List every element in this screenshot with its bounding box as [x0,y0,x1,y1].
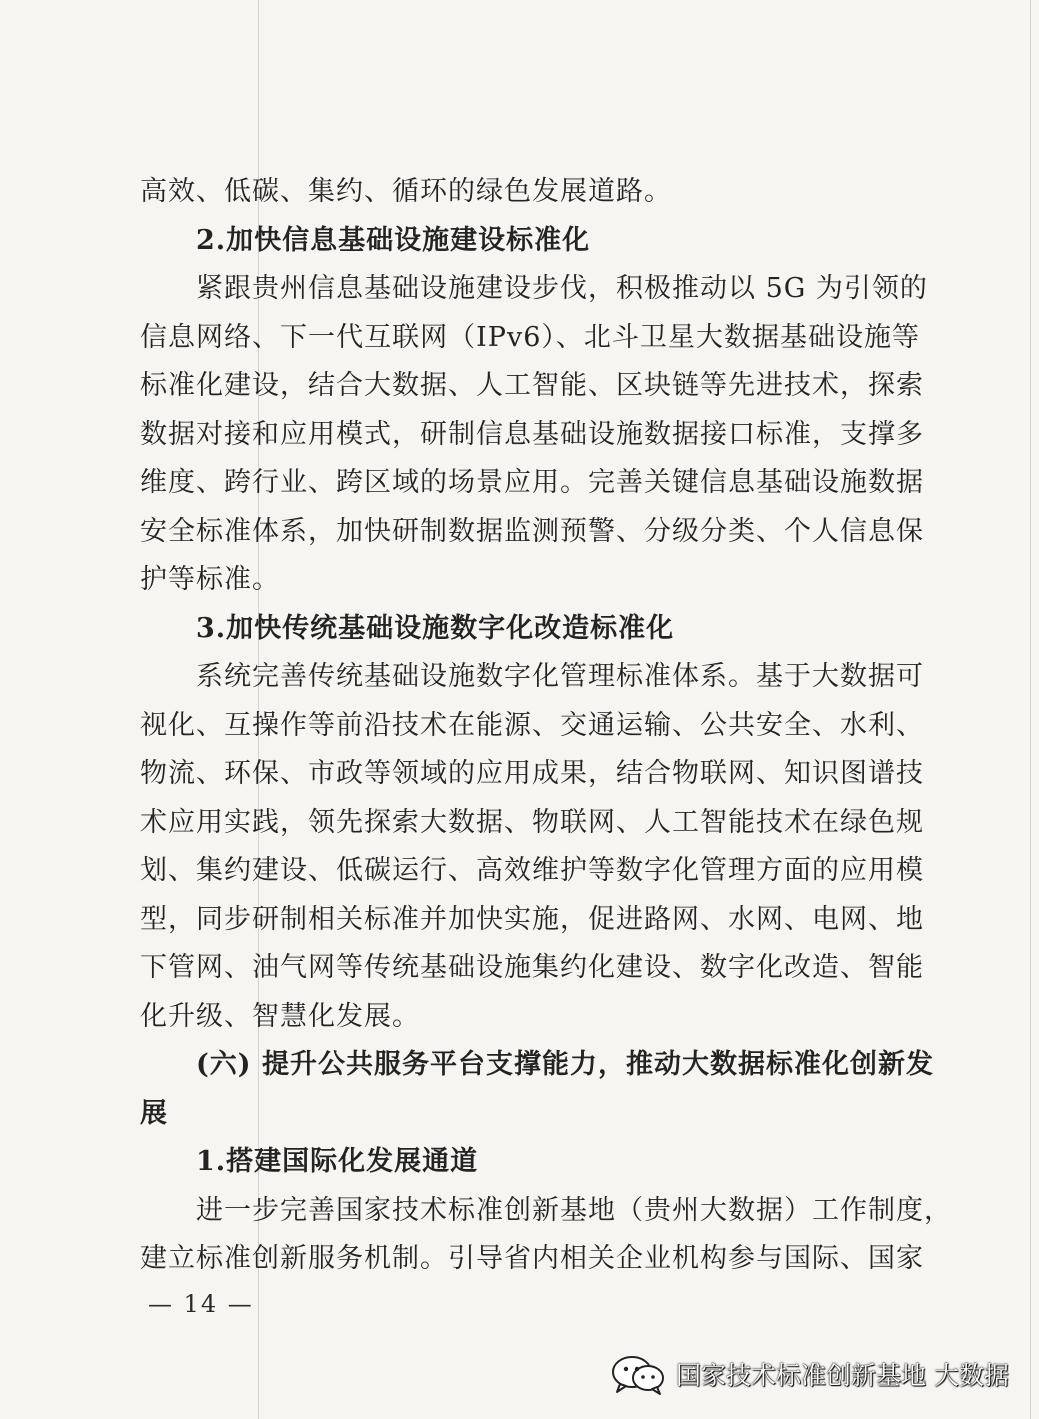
text-line: 进一步完善国家技术标准创新基地（贵州大数据）工作制度， [196,1194,952,1226]
text-line: 物流、环保、市政等领域的应用成果，结合物联网、知识图谱技 [140,758,924,789]
watermark-text: 国家技术标准创新基地 大数据 [676,1361,1009,1390]
heading-line: 2.加快信息基础设施建设标准化 [196,224,591,256]
paragraph-traditional-infrastructure [140,653,924,1041]
section-heading-traditional-infrastructure [140,605,920,654]
paragraph-international-channel [140,1187,952,1284]
text-line: 数据对接和应用模式，研制信息基础设施数据接口标准，支撑多 [140,418,924,450]
document-body [140,168,952,1284]
section-heading-international-channel [140,1138,920,1187]
text-line: 高效、低碳、集约、循环的绿色发展道路。 [140,176,672,207]
text-line: 护等标准。 [140,564,280,595]
wechat-watermark [608,1352,1009,1396]
paragraph-continuation [140,168,920,217]
paragraph-info-infrastructure [140,265,928,605]
text-line: 下管网、油气网等传统基础设施集约化建设、数字化改造、智能 [140,952,924,983]
text-line: 维度、跨行业、跨区域的场景应用。完善关键信息基础设施数据 [140,467,924,498]
text-line: 标准化建设，结合大数据、人工智能、区块链等先进技术，探索 [140,370,924,401]
text-line: 紧跟贵州信息基础设施建设步伐，积极推动以 5G 为引领的 [196,273,928,304]
text-line: 建立标准创新服务机制。引导省内相关企业机构参与国际、国家 [140,1243,924,1274]
heading-line: 3.加快传统基础设施数字化改造标准化 [196,612,675,644]
section-heading-public-service-platform [140,1041,934,1138]
heading-line: 展 [140,1097,168,1129]
heading-line: (六) 提升公共服务平台支撑能力，推动大数据标准化创新发 [196,1049,934,1080]
text-line: 视化、互操作等前沿技术在能源、交通运输、公共安全、水利、 [140,709,924,741]
page-edge-line [1030,0,1031,1419]
wechat-icon [608,1352,668,1396]
page-number: — 14 — [148,1290,254,1318]
text-line: 系统完善传统基础设施数字化管理标准体系。基于大数据可 [196,661,924,692]
heading-line: 1.搭建国际化发展通道 [196,1146,479,1177]
text-line: 型，同步研制相关标准并加快实施，促进路网、水网、电网、地 [140,903,924,935]
text-line: 安全标准体系，加快研制数据监测预警、分级分类、个人信息保 [140,515,924,547]
text-line: 化升级、智慧化发展。 [140,1000,420,1032]
text-line: 划、集约建设、低碳运行、高效维护等数字化管理方面的应用模 [140,855,924,886]
section-heading-info-infrastructure [140,217,920,266]
text-line: 术应用实践，领先探索大数据、物联网、人工智能技术在绿色规 [140,806,924,838]
text-line: 信息网络、下一代互联网（IPv6）、北斗卫星大数据基础设施等 [140,321,920,353]
